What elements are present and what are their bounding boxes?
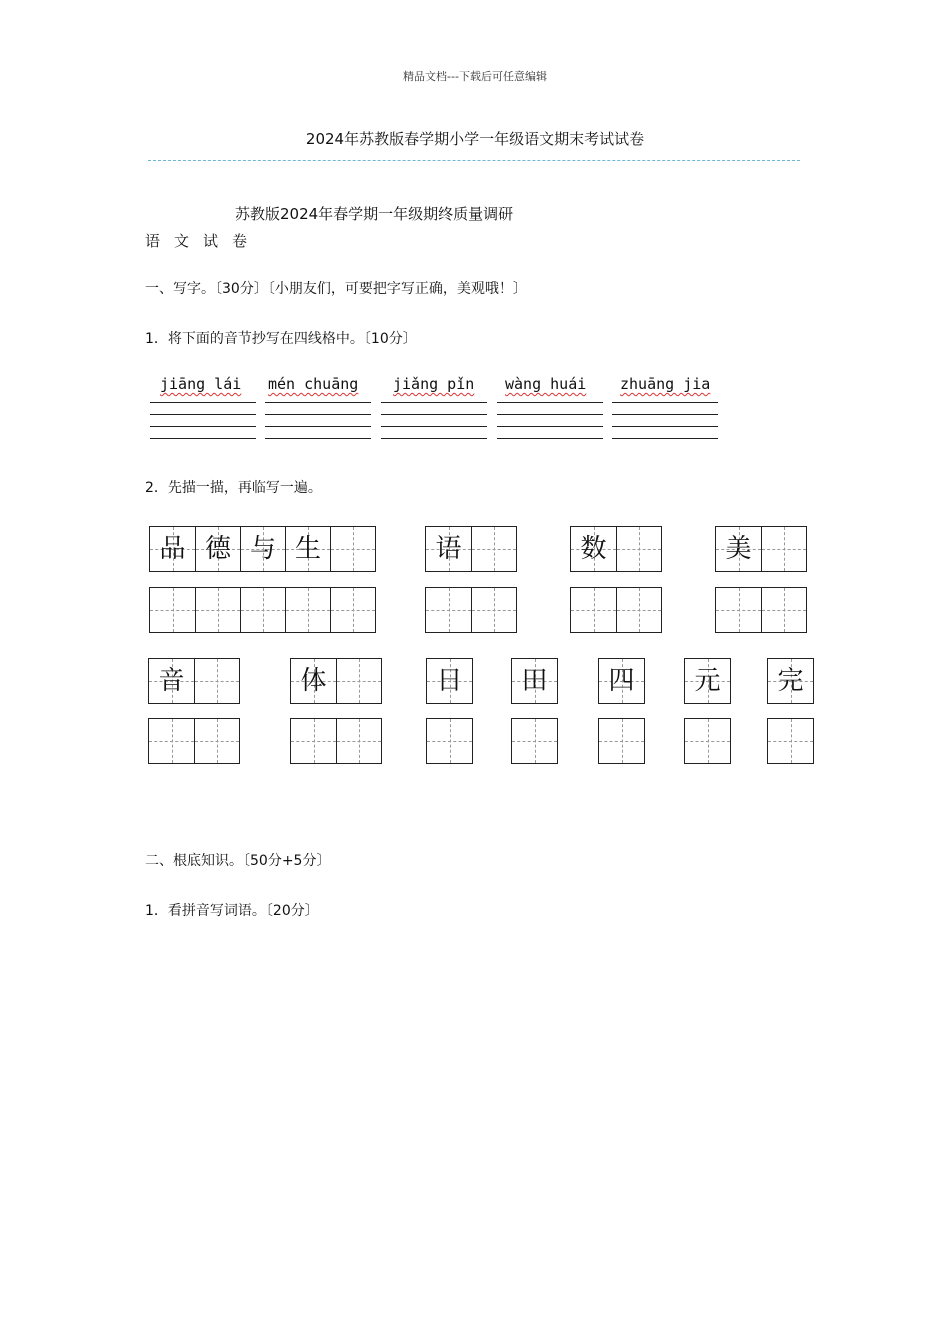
tian-grid-group — [767, 658, 814, 704]
tian-grid-cell[interactable] — [426, 588, 471, 632]
section2-heading: 二、根底知识。〔50分+5分〕 — [145, 853, 331, 869]
pinyin-item: jiāng lái — [160, 375, 242, 393]
tian-grid-cell — [761, 527, 806, 571]
tian-grid-cell[interactable] — [685, 719, 730, 763]
tian-grid-cell[interactable] — [571, 588, 616, 632]
tian-grid-cell[interactable] — [194, 719, 239, 763]
tian-grid-cell[interactable] — [427, 719, 472, 763]
tian-grid-cell: 体 — [291, 659, 336, 703]
practice-grid-group[interactable] — [684, 718, 731, 764]
tian-grid-group — [149, 526, 376, 572]
tian-grid-group — [426, 658, 473, 704]
practice-grid-group[interactable] — [290, 718, 382, 764]
tian-grid-group — [598, 658, 645, 704]
practice-grid-group[interactable] — [715, 587, 807, 633]
tian-grid-group — [715, 526, 807, 572]
four-line-grid — [612, 402, 718, 438]
tian-grid-cell — [336, 659, 381, 703]
tian-grid-cell[interactable] — [599, 719, 644, 763]
practice-grid-group[interactable] — [570, 587, 662, 633]
tian-grid-cell — [330, 527, 375, 571]
exam-subtitle: 苏教版2024年春学期一年级期终质量调研 — [235, 205, 514, 223]
practice-grid-group[interactable] — [511, 718, 558, 764]
four-line-grid — [150, 402, 256, 438]
tian-grid-cell: 语 — [426, 527, 471, 571]
document-title: 2024年苏教版春学期小学一年级语文期末考试试卷 — [305, 130, 645, 148]
tian-grid-cell: 数 — [571, 527, 616, 571]
tian-grid-cell: 日 — [427, 659, 472, 703]
practice-grid-group[interactable] — [598, 718, 645, 764]
tian-grid-group — [511, 658, 558, 704]
pinyin-item: zhuāng jia — [620, 375, 711, 393]
tian-grid-cell[interactable] — [195, 588, 240, 632]
tian-grid-group — [148, 658, 240, 704]
practice-grid-group[interactable] — [425, 587, 517, 633]
tian-grid-cell[interactable] — [285, 588, 330, 632]
tian-grid-cell: 完 — [768, 659, 813, 703]
tian-grid-cell[interactable] — [512, 719, 557, 763]
tian-grid-cell — [471, 527, 516, 571]
tian-grid-cell[interactable] — [716, 588, 761, 632]
practice-grid-group[interactable] — [767, 718, 814, 764]
pinyin-item: jiǎng pǐn — [393, 375, 475, 393]
tian-grid-cell: 与 — [240, 527, 285, 571]
section2-question-1-text: 1．看拼音写词语。〔20分〕 — [145, 903, 319, 919]
tian-grid-cell[interactable] — [336, 719, 381, 763]
practice-grid-group[interactable] — [149, 587, 376, 633]
tian-grid-cell[interactable] — [768, 719, 813, 763]
tian-grid-cell: 美 — [716, 527, 761, 571]
four-line-grid — [497, 402, 603, 438]
practice-grid-group[interactable] — [426, 718, 473, 764]
tian-grid-cell[interactable] — [150, 588, 195, 632]
four-line-grid — [265, 402, 371, 438]
tian-grid-cell: 品 — [150, 527, 195, 571]
question-2-text: 2．先描一描，再临写一遍。 — [145, 480, 322, 496]
tian-grid-cell: 四 — [599, 659, 644, 703]
tian-grid-cell[interactable] — [761, 588, 806, 632]
tian-grid-cell[interactable] — [471, 588, 516, 632]
tian-grid-cell[interactable] — [616, 588, 661, 632]
tian-grid-group — [425, 526, 517, 572]
tian-grid-group — [290, 658, 382, 704]
tian-grid-cell — [616, 527, 661, 571]
tian-grid-cell: 田 — [512, 659, 557, 703]
tian-grid-cell[interactable] — [291, 719, 336, 763]
practice-grid-group[interactable] — [148, 718, 240, 764]
exam-subject: 语文试卷 — [145, 232, 262, 250]
question-1-text: 1．将下面的音节抄写在四线格中。〔10分〕 — [145, 331, 417, 347]
tian-grid-group — [684, 658, 731, 704]
tian-grid-group — [570, 526, 662, 572]
tian-grid-cell: 德 — [195, 527, 240, 571]
four-line-grid — [381, 402, 487, 438]
section1-heading: 一、写字。〔30分〕〔小朋友们，可要把字写正确，美观哦！〕 — [145, 281, 527, 297]
header-note: 精品文档---下载后可任意编辑 — [403, 70, 547, 83]
tian-grid-cell — [194, 659, 239, 703]
tian-grid-cell[interactable] — [240, 588, 285, 632]
pinyin-item: wàng huái — [505, 375, 587, 393]
tian-grid-cell[interactable] — [330, 588, 375, 632]
pinyin-item: mén chuāng — [268, 375, 359, 393]
tian-grid-cell: 元 — [685, 659, 730, 703]
tian-grid-cell: 生 — [285, 527, 330, 571]
tian-grid-cell[interactable] — [149, 719, 194, 763]
title-divider — [148, 160, 800, 161]
tian-grid-cell: 音 — [149, 659, 194, 703]
